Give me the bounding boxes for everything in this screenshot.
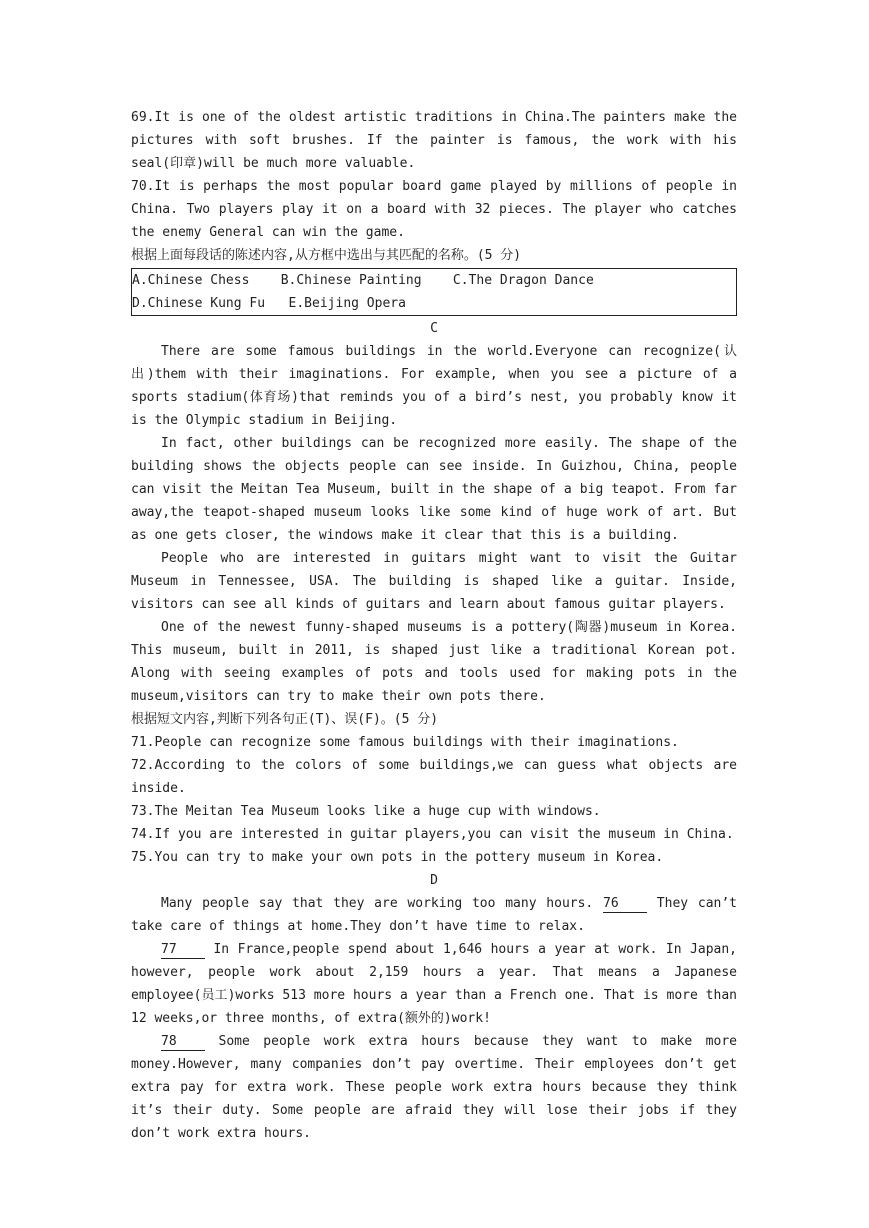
blank-76: 76 [603,895,647,913]
passage-d-paragraph-3 [131,1030,737,1145]
question-71: 71.People can recognize some famous buildings with their imaginations. [131,735,679,750]
passage-d-paragraph-1 [131,892,737,938]
question-75: 75.You can try to make your own pots in the pottery museum in Korea. [131,850,664,865]
question-72: 72.According to the colors of some buildings,we can guess what objects are inside. [131,758,737,796]
options-row-2: D.Chinese Kung Fu E.Beijing Opera [132,296,406,311]
exam-page [131,106,737,1145]
question-74: 74.If you are interested in guitar players,you can visit the museum in China. [131,827,734,842]
section-c-heading: C [430,321,438,336]
question-73: 73.The Meitan Tea Museum looks like a huge cup with windows. [131,804,601,819]
p1-text-after: They can’t take care of things at home.They don’t have time to relax. [131,896,738,934]
p3-text-after: Some people work extra hours because they want to make more money.However, many companies don’t pay overtime. Their employees don’t get extra pay for extra work. These people work extra hours because they think it’s their duty. Some people are afraid they will lose their jobs if they don’t work extra hours. [131,1034,737,1141]
blank-77: 77 [161,941,205,959]
passage-d-paragraph-2 [131,938,737,1030]
section-c-instruction: 根据短文内容,判断下列各句正(T)、误(F)。(5 分) [131,712,439,727]
passage-c-paragraph: People who are interested in guitars might want to visit the Guitar Museum in Tennessee, USA. The building is shaped like a guitar. Inside, visitors can see all kinds of guitars and learn about famous guitar players. [131,551,737,612]
passage-c-paragraph: There are some famous buildings in the world.Everyone can recognize(认出)them with their imaginations. For example, when you see a picture of a sports stadium(体育场)that reminds you of a bird’s nest, you probably know it is the Olympic stadium in Beijing. [131,344,737,428]
options-row-1: A.Chinese Chess B.Chinese Painting C.The Dragon Dance [132,273,594,288]
blank-78: 78 [161,1033,205,1051]
passage-c-paragraph: In fact, other buildings can be recognized more easily. The shape of the building shows the objects people can see inside. In Guizhou, China, people can visit the Meitan Tea Museum, built in the shape of a big teapot. From far away,the teapot-shaped museum looks like some kind of huge work of art. But as one gets closer, the windows make it clear that this is a building. [131,436,737,543]
p1-text-before: Many people say that they are working too many hours. [161,896,604,911]
question-69: 69.It is one of the oldest artistic traditions in China.The painters make the pictures with soft brushes. If the painter is famous, the work with his seal(印章)will be much more valuable. [131,110,737,171]
section-d-heading: D [430,873,438,888]
p2-text-after: In France,people spend about 1,646 hours a year at work. In Japan, however, people work about 2,159 hours a year. That means a Japanese employee(员工)works 513 more hours a year than a French one. That is more than 12 weeks,or three months, of extra(额外的)work! [131,942,737,1026]
question-70: 70.It is perhaps the most popular board game played by millions of people in China. Two players play it on a board with 32 pieces. The player who catches the enemy General can win the game. [131,179,737,240]
passage-c-paragraph: One of the newest funny-shaped museums is a pottery(陶器)museum in Korea. This museum, built in 2011, is shaped just like a traditional Korean pot. Along with seeing examples of pots and tools used for making pots in the museum,visitors can try to make their own pots there. [131,620,737,704]
options-box [131,268,737,316]
section-b-instruction: 根据上面每段话的陈述内容,从方框中选出与其匹配的名称。(5 分) [131,248,522,263]
